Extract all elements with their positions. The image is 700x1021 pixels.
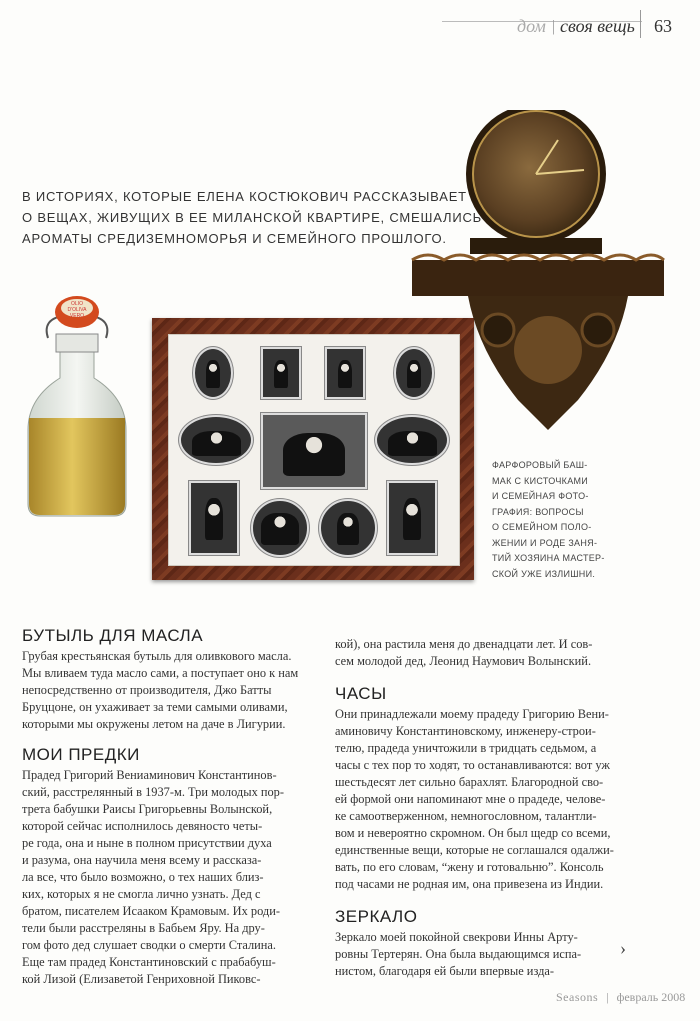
caption-line: МАК С КИСТОЧКАМИ [492,475,589,486]
body-line: аминовичу Константиновскому, инженеру-строи- [335,724,596,738]
portrait-photo [319,499,377,557]
group-photo [179,415,253,465]
portrait-photo [189,481,239,555]
body-line: Они принадлежали моему прадеду Григорию Вени- [335,707,609,721]
portrait-photo [193,347,233,399]
body-line: непосредственно от производителя, Джо Батты [22,683,272,697]
body-line: Бруццоне, он ухаживает за теми самыми оливами, [22,700,288,714]
caption-line: СКОЙ УЖЕ ИЗЛИШНИ. [492,568,596,579]
body-line: которыми мы окружены летом на даче в Лигурии. [22,717,286,731]
footer-separator: | [606,990,609,1004]
body-line: братом, писателем Исааком Крамовым. Их роди- [22,904,280,918]
section-heading-bottle: БУТЫЛЬ ДЛЯ МАСЛА [22,626,204,645]
body-line: ский, расстрелянный в 1937-м. Три молодых пор- [22,785,285,799]
body-line: ей формой они напоминают мне о прадеде, челове- [335,792,606,806]
bottle-label-text: OLIO [71,301,83,307]
body-line: ровны Тертерян. Она была выдающимся испа- [335,947,582,961]
body-line: сем молодой дед, Леонид Наумович Волынский. [335,654,592,668]
page-footer [556,990,685,1005]
lead-line: О ВЕЩАХ, ЖИВУЩИХ В ЕЕ МИЛАНСКОЙ КВАРТИРЕ, СМЕШАЛИСЬ [22,210,482,225]
body-line: единственные вещи, которые не соглашался одалжи- [335,843,614,857]
caption-line: О СЕМЕЙНОМ ПОЛО- [492,522,592,532]
page-number: 63 [654,16,672,36]
body-line: вом и невероятно скромном. Он был щедр со всеми, [335,826,611,840]
body-line: кой Лизой (Елизаветой Генриховной Пиковс- [22,972,261,986]
article-column-left [22,626,320,988]
oil-bottle-image [22,290,132,520]
portrait-photo [325,347,365,399]
body-line: Прадед Григорий Вениаминович Константинов- [22,768,277,782]
body-line: Грубая крестьянская бутыль для оливкового масла. [22,649,292,663]
chevron-right-icon: › [620,938,626,958]
body-line: телю, прадеда уничтожили в тридцать седьмом, а [335,741,597,755]
body-line: ре года, она и ныне в полном присутствии духа [22,836,272,850]
photo-caption [492,458,605,582]
body-line: трета бабушки Раисы Григорьевны Волынской, [22,802,273,816]
page-header [0,14,700,44]
portrait-photo [387,481,437,555]
group-photo [261,413,367,489]
section-heading-mirror: ЗЕРКАЛО [335,907,418,926]
lead-line: АРОМАТЫ СРЕДИЗЕМНОМОРЬЯ И СЕМЕЙНОГО ПРОШЛОГО. [22,231,447,246]
body-line: которой сейчас исполнилось девяносто четы- [22,819,263,833]
portrait-photo [251,499,309,557]
body-line: под часами не родная им, она привезена из Индии. [335,877,604,891]
bottle-label-text: VERO [69,313,85,319]
section-heading-clock: ЧАСЫ [335,684,387,703]
caption-line: ФАРФОРОВЫЙ БАШ- [492,460,588,470]
issue-date: февраль 2008 [616,990,686,1004]
body-line: тели были расстреляны в Бабьем Яру. На дру- [22,921,265,935]
article-column-right [335,636,670,980]
header-divider [640,10,641,38]
lead-paragraph [22,186,482,249]
body-line: Еще там прадед Константиновский с прабабуш- [22,955,276,969]
magazine-brand: Seasons [556,990,599,1004]
caption-line: ГРАФИЯ: ВОПРОСЫ [492,506,584,517]
section-name: дом [517,16,546,36]
body-line: нистом, благодаря ей были впервые изда- [335,964,555,978]
body-line: кой), она растила меня до двенадцати лет. И сов- [335,637,593,651]
body-line: Зеркало моей покойной свекрови Инны Арту- [335,930,578,944]
body-line: вать, по его словам, “жену и готовальню”. Консоль [335,860,604,874]
section-heading-ancestors: МОИ ПРЕДКИ [22,745,140,764]
portrait-photo [261,347,301,399]
body-line: шестьдесят лет сильно барахлят. Благородной сво- [335,775,604,789]
body-line: и разума, она научила меня всему и рассказа- [22,853,262,867]
body-line: ла все, что было возможно, о тех наших близ- [22,870,264,884]
body-line: часы с тех пор то ходят, то останавливаются: вот уж [335,758,610,772]
caption-line: И СЕМЕЙНАЯ ФОТО- [492,491,589,501]
lead-line: В ИСТОРИЯХ, КОТОРЫЕ ЕЛЕНА КОСТЮКОВИЧ РАССКАЗЫВАЕТ [22,189,467,204]
rubric-title: своя вещь [560,16,635,36]
body-line: Мы вливаем туда масло сами, а поступает оно к нам [22,666,299,680]
caption-line: ТИЙ ХОЗЯИНА МАСТЕР- [492,553,605,563]
header-separator: | [552,18,556,35]
body-line: гом фото дед слушает сводки о смерти Сталина. [22,938,277,952]
caption-line: ЖЕНИИ И РОДЕ ЗАНЯ- [492,537,598,548]
bottle-label-text: D'OLIVA [67,307,87,313]
body-line: ке самоотверженном, немногословном, талантли- [335,809,597,823]
body-line: ких, которых я не смогла лично узнать. Дед с [22,887,261,901]
clock-on-console-image [408,110,668,440]
